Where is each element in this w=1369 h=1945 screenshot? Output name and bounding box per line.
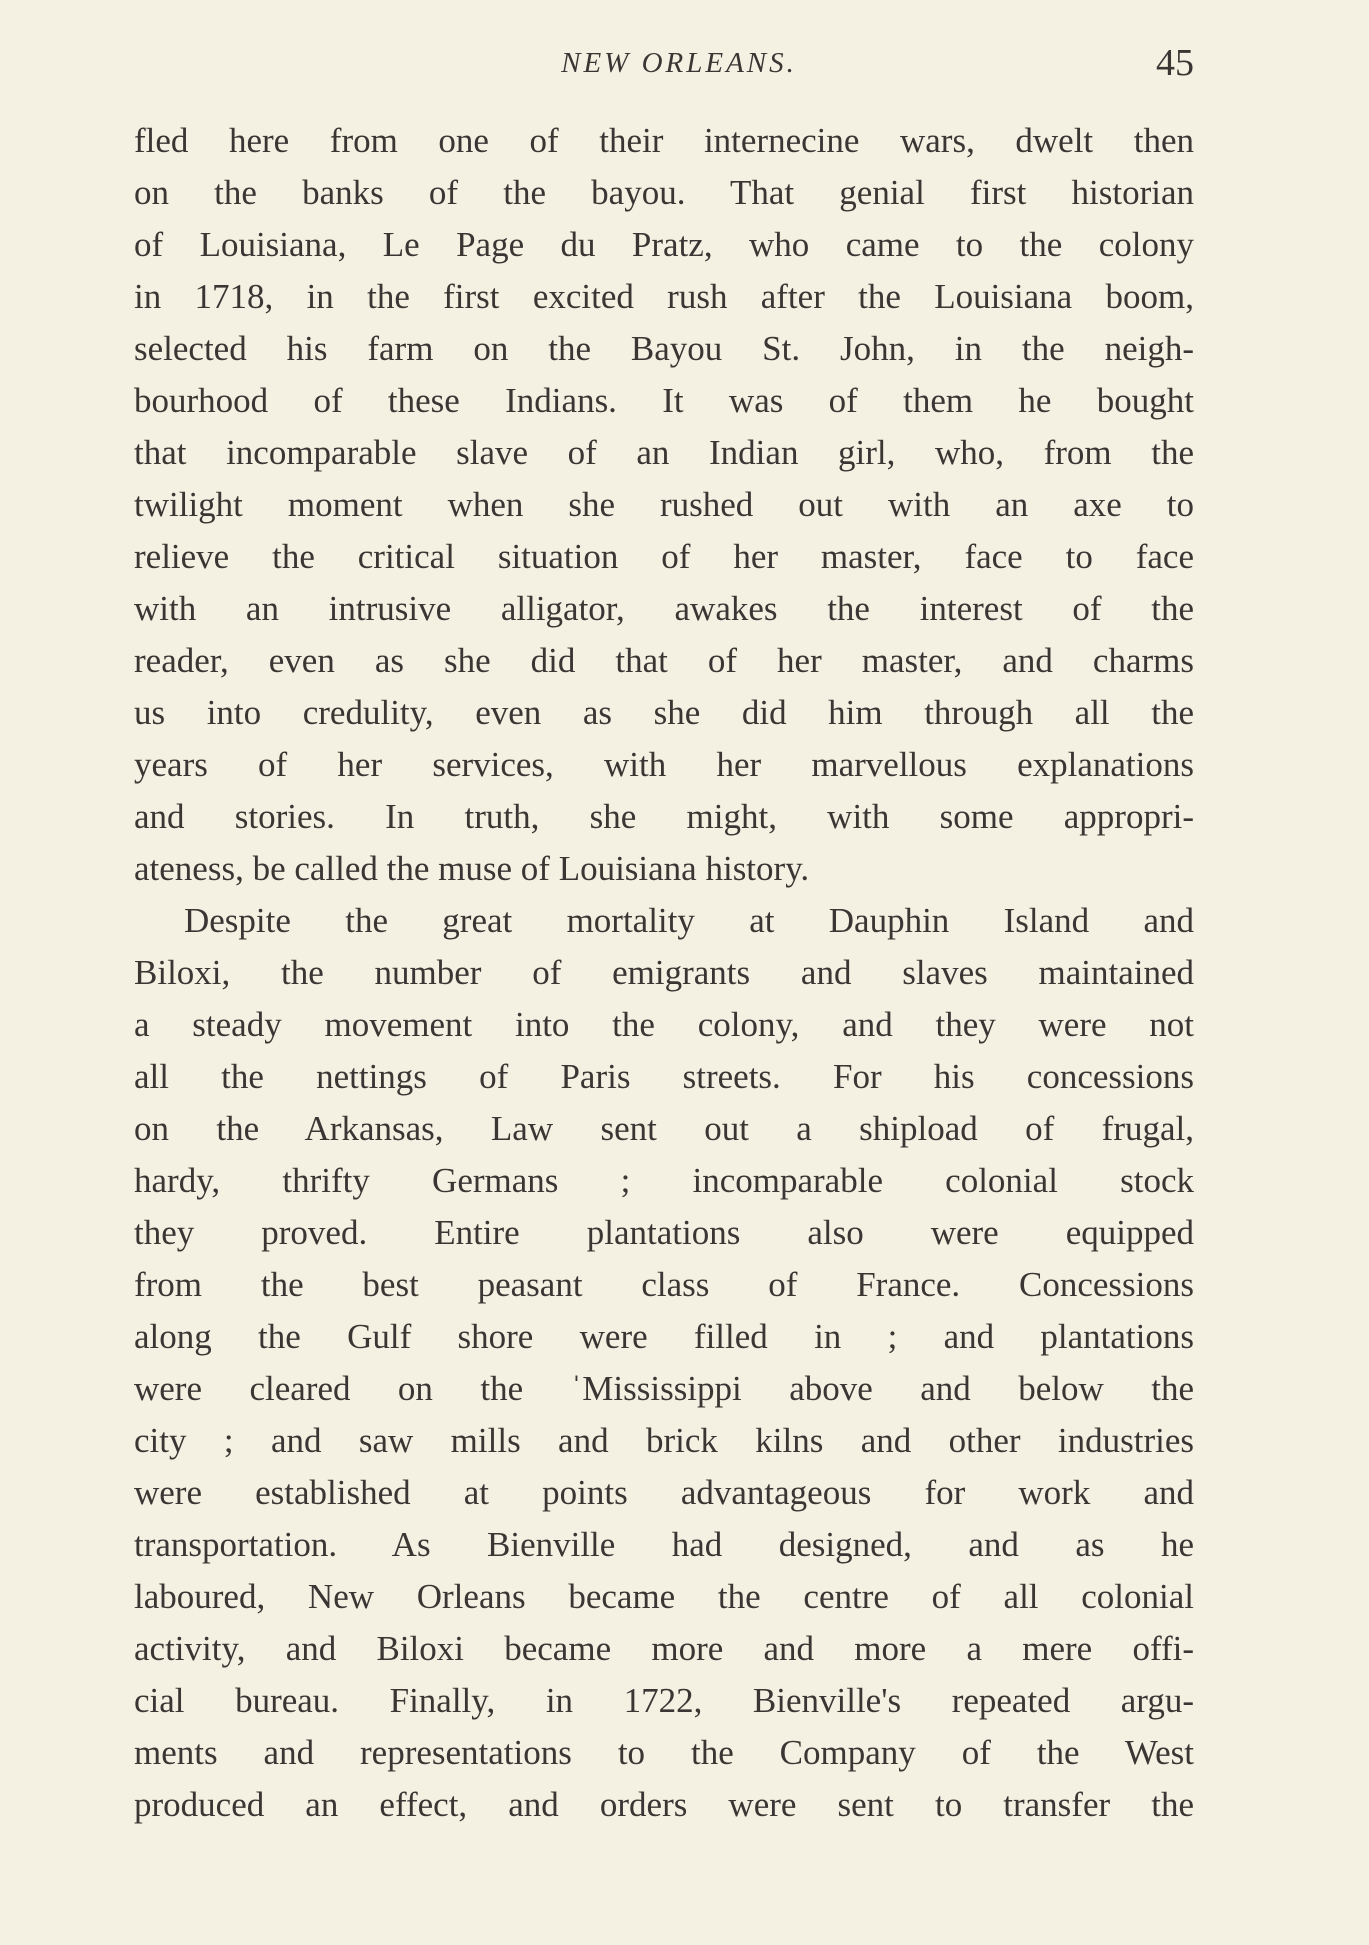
text-line: produced an effect, and orders were sent to transfer the [134, 1785, 1194, 1824]
text-line: ateness, be called the muse of Louisiana history. [134, 849, 810, 888]
text-line: from the best peasant class of France. Concessions [134, 1265, 1194, 1304]
running-head [134, 38, 1194, 88]
text-line: twilight moment when she rushed out with an axe to [134, 485, 1194, 524]
text-line: fled here from one of their internecine wars, dwelt then [134, 121, 1194, 160]
text-line: laboured, New Orleans became the centre of all colonial [134, 1577, 1194, 1616]
text-line: a steady movement into the colony, and they were not [134, 1005, 1194, 1044]
text-line: activity, and Biloxi became more and more a mere offi- [134, 1629, 1194, 1668]
text-line: us into credulity, even as she did him through all the [134, 693, 1194, 732]
text-line: city ; and saw mills and brick kilns and other industries [134, 1421, 1194, 1460]
text-line: ments and representations to the Company of the West [134, 1733, 1194, 1772]
text-line: Despite the great mortality at Dauphin Island and [184, 901, 1194, 940]
text-line: transportation. As Bienville had designed, and as he [134, 1525, 1194, 1564]
text-line: reader, even as she did that of her master, and charms [134, 641, 1194, 680]
text-line: that incomparable slave of an Indian girl, who, from the [134, 433, 1194, 472]
text-line: and stories. In truth, she might, with some appropri- [134, 797, 1194, 836]
text-line: they proved. Entire plantations also were equipped [134, 1213, 1194, 1252]
body-text [134, 115, 1194, 1831]
running-title: NEW ORLEANS. [561, 47, 797, 79]
text-line: relieve the critical situation of her master, face to face [134, 537, 1194, 576]
text-line: all the nettings of Paris streets. For his concessions [134, 1057, 1194, 1096]
text-line: in 1718, in the first excited rush after the Louisiana boom, [134, 277, 1194, 316]
text-line: hardy, thrifty Germans ; incomparable colonial stock [134, 1161, 1194, 1200]
text-line: along the Gulf shore were filled in ; and plantations [134, 1317, 1194, 1356]
text-line: on the banks of the bayou. That genial first historian [134, 173, 1194, 212]
text-line: were established at points advantageous for work and [134, 1473, 1194, 1512]
text-line: on the Arkansas, Law sent out a shipload of frugal, [134, 1109, 1194, 1148]
page-number: 45 [1156, 42, 1194, 84]
text-line: with an intrusive alligator, awakes the interest of the [134, 589, 1194, 628]
text-line: years of her services, with her marvellous explanations [134, 745, 1194, 784]
text-line: Biloxi, the number of emigrants and slaves maintained [134, 953, 1194, 992]
text-line: bourhood of these Indians. It was of them he bought [134, 381, 1194, 420]
paragraph-2 [134, 895, 1194, 1831]
text-line: cial bureau. Finally, in 1722, Bienville's repeated argu- [134, 1681, 1194, 1720]
text-line: of Louisiana, Le Page du Pratz, who came to the colony [134, 225, 1194, 264]
text-line: were cleared on the ˈMississippi above and below the [134, 1369, 1194, 1408]
text-line: selected his farm on the Bayou St. John, in the neigh- [134, 329, 1194, 368]
paragraph-1 [134, 115, 1194, 895]
